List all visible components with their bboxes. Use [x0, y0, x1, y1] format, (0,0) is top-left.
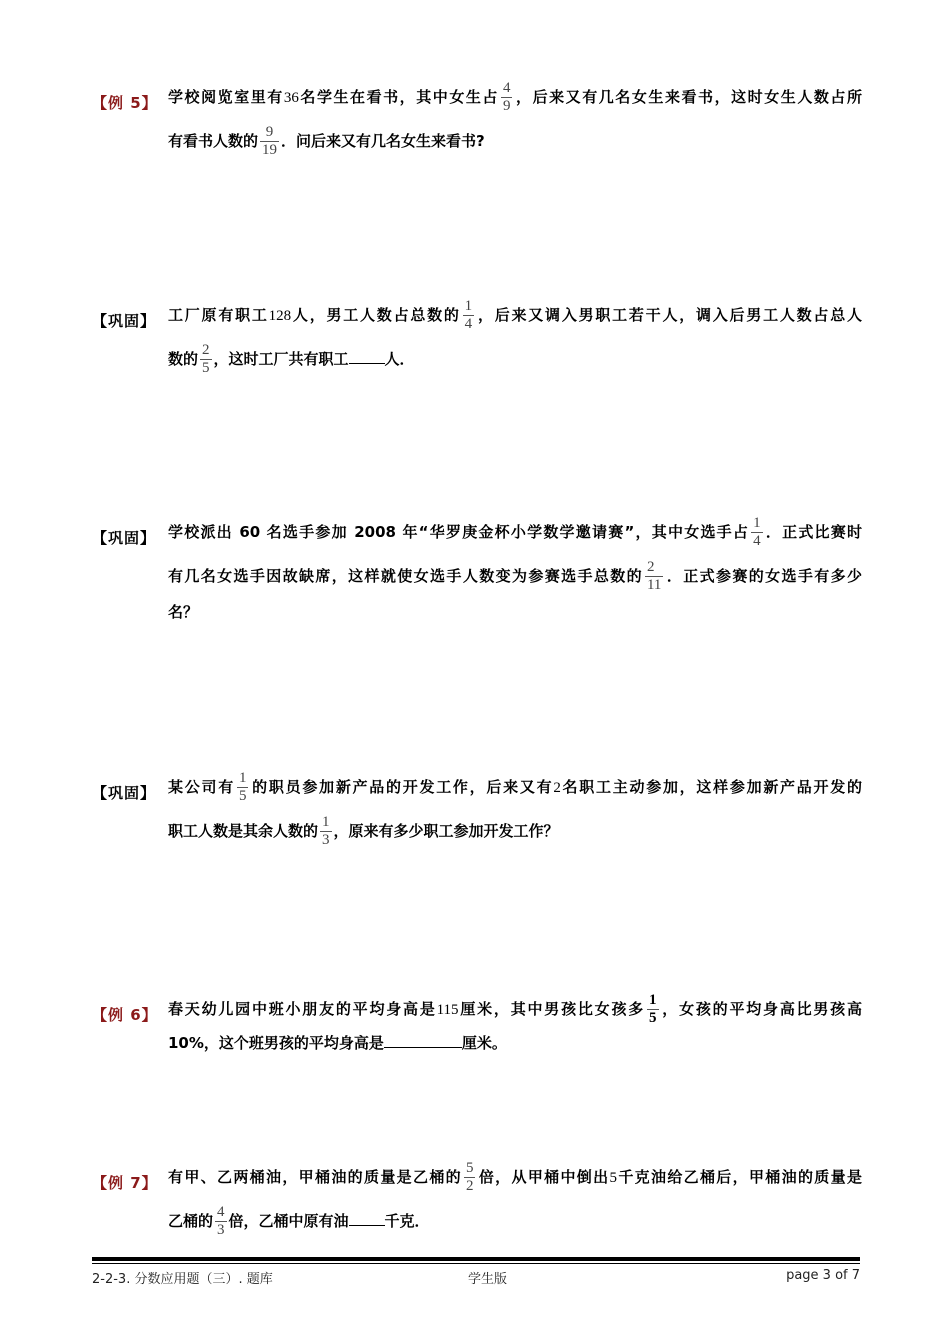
fraction: $\frac{2}{11}$: [646, 559, 662, 593]
answer-blank[interactable]: [384, 1032, 462, 1048]
footer-rule: [92, 1257, 860, 1261]
fraction: $\frac{5}{2}$: [465, 1160, 474, 1194]
problem-tag: 【巩固】: [92, 312, 157, 330]
problem-line: 数的 $\frac{2}{5}$ ，这时工厂共有职工 人．: [168, 342, 415, 376]
footer-left: 2-2-3. 分数应用题（三）. 题库: [92, 1272, 273, 1287]
problem-line: 职工人数是其余人数的 $\frac{1}{3}$ ，原来有多少职工参加开发工作？: [168, 814, 559, 848]
fraction: $\frac{1}{5}$: [238, 770, 247, 804]
answer-blank[interactable]: [349, 348, 385, 364]
fraction: $\frac{9}{19}$: [262, 124, 278, 158]
answer-blank[interactable]: [349, 1210, 385, 1226]
fraction: $\frac{4}{9}$: [502, 80, 511, 114]
problem-line: 工厂原有职工128人，男工人数占总数的 $\frac{1}{4}$ ，后来又调入男职工若干人，调入后男工人数占总人: [168, 298, 862, 332]
fraction: $\frac{1}{3}$: [322, 814, 330, 848]
fraction: $\frac{1}{5}$: [649, 992, 657, 1026]
problem-line: 学校阅览室里有36名学生在看书，其中女生占 $\frac{4}{9}$ ，后来又有几名女生来看书，这时女生人数占所: [168, 80, 862, 114]
footer-rule-thin: [92, 1263, 860, 1264]
problem-line: 10%，这个班男孩的平均身高是 厘米。: [168, 1034, 507, 1052]
problem-line: 春天幼儿园中班小朋友的平均身高是115厘米，其中男孩比女孩多 $\frac{1}{5}$ ，女孩的平均身高比男孩高: [168, 992, 862, 1026]
problem-tag: 【例 5】: [92, 94, 158, 112]
problem-tag: 【例 6】: [92, 1006, 158, 1024]
problem-line: 有看书人数的 $\frac{9}{19}$ ．问后来又有几名女生来看书?: [168, 124, 485, 158]
problem-line: 有几名女选手因故缺席，这样就使女选手人数变为参赛选手总数的 $\frac{2}{11}$ ．正式参赛的女选手有多少: [168, 559, 862, 593]
fraction: $\frac{1}{4}$: [464, 298, 473, 332]
problem-line: 某公司有 $\frac{1}{5}$ 的职员参加新产品的开发工作，后来又有2名职工主动参加，这样参加新产品开发的: [168, 770, 862, 804]
problem-line: 有甲、乙两桶油，甲桶油的质量是乙桶的 $\frac{5}{2}$ 倍，从甲桶中倒出5千克油给乙桶后，甲桶油的质量是: [168, 1160, 862, 1194]
problem-tag: 【例 7】: [92, 1174, 158, 1192]
fraction: $\frac{2}{5}$: [202, 342, 210, 376]
problem-line: 学校派出 60 名选手参加 2008 年“华罗庚金杯小学数学邀请赛”，其中女选手占 $\frac{1}{4}$ ．正式比赛时: [168, 515, 862, 549]
fraction: $\frac{4}{3}$: [217, 1204, 225, 1238]
footer-center: 学生版: [468, 1272, 508, 1287]
problem-tag: 【巩固】: [92, 529, 157, 547]
fraction: $\frac{1}{4}$: [753, 515, 761, 549]
problem-line: 名？: [168, 603, 199, 621]
problem-line: 乙桶的 $\frac{4}{3}$ 倍，乙桶中原有油 千克．: [168, 1204, 430, 1238]
problem-tag: 【巩固】: [92, 784, 157, 802]
footer-page-number: page 3 of 7: [786, 1268, 860, 1283]
